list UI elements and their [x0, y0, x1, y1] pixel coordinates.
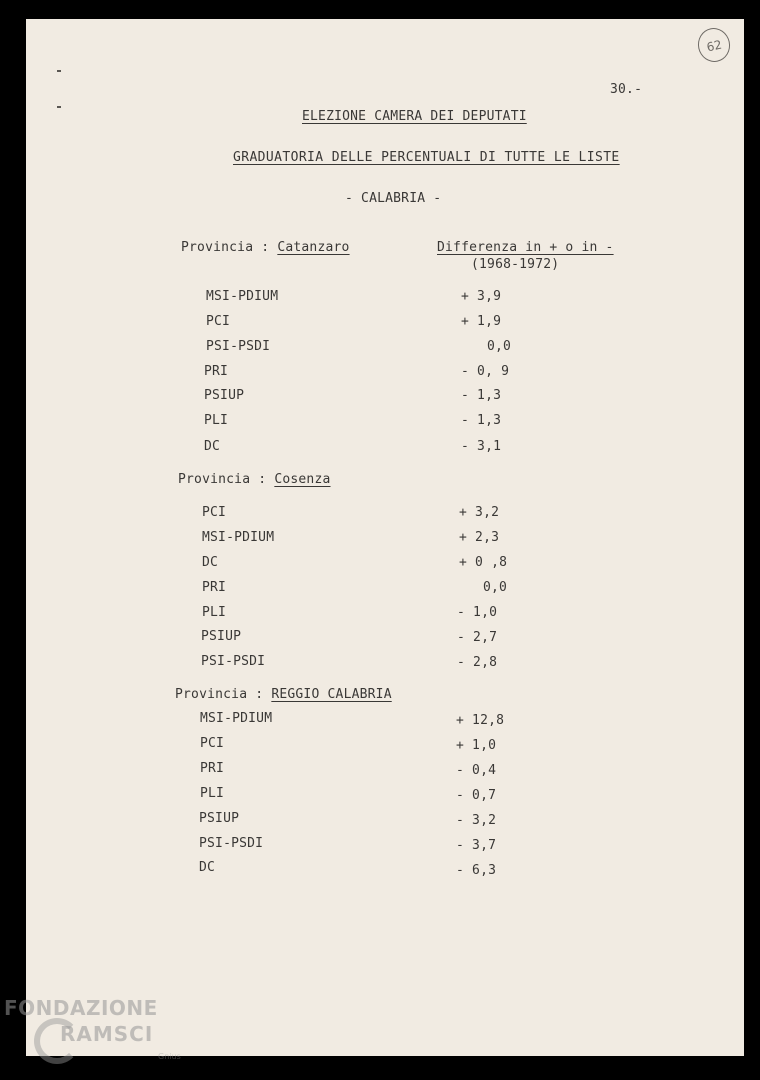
party-diff: - 6,3 — [456, 863, 497, 878]
party-diff: - 1,3 — [461, 413, 502, 428]
party-name: PSI-PSDI — [206, 339, 271, 354]
party-name: MSI-PDIUM — [200, 711, 273, 726]
province-heading — [178, 472, 331, 488]
party-diff: - 3,1 — [461, 439, 502, 454]
province-name: Catanzaro — [277, 240, 350, 255]
party-diff: - 3,7 — [456, 838, 497, 853]
party-name: PSIUP — [199, 811, 240, 826]
party-name: PLI — [202, 605, 227, 620]
party-diff: + 3,9 — [461, 289, 502, 304]
party-name: DC — [202, 555, 219, 570]
fondazione-gramsci-watermark — [4, 996, 194, 1076]
province-label: Provincia : — [175, 687, 264, 702]
party-diff: + 0 ,8 — [459, 555, 508, 570]
party-name: PRI — [204, 364, 229, 379]
party-diff: - 2,7 — [457, 630, 498, 645]
watermark-line2: RAMSCI — [60, 1022, 154, 1046]
province-label: Provincia : — [181, 240, 270, 255]
watermark-line1: FONDAZIONE — [4, 996, 158, 1020]
party-name: PLI — [204, 413, 229, 428]
party-diff: - 0,4 — [456, 763, 497, 778]
party-diff: - 1,3 — [461, 388, 502, 403]
party-name: PSI-PSDI — [199, 836, 264, 851]
party-diff: - 1,0 — [457, 605, 498, 620]
party-name: PCI — [200, 736, 225, 751]
document-subtitle — [233, 150, 620, 167]
party-name: PSIUP — [204, 388, 245, 403]
party-name: DC — [199, 860, 216, 875]
province-heading — [175, 687, 392, 703]
party-name: PSI-PSDI — [201, 654, 266, 669]
party-diff: + 2,3 — [459, 530, 500, 545]
party-diff: 0,0 — [483, 580, 508, 595]
party-name: PLI — [200, 786, 225, 801]
document-subtitle-text: GRADUATORIA DELLE PERCENTUALI DI TUTTE LE LISTE — [233, 150, 620, 165]
party-diff: 0,0 — [487, 339, 512, 354]
edge-mark — [57, 70, 61, 72]
party-diff: + 1,9 — [461, 314, 502, 329]
watermark-sub: Gnius — [158, 1052, 181, 1061]
column-header-line1: Differenza in + o in - — [437, 240, 614, 255]
party-name: PRI — [202, 580, 227, 595]
party-diff: - 0, 9 — [461, 364, 510, 379]
party-name: PCI — [202, 505, 227, 520]
party-diff: + 3,2 — [459, 505, 500, 520]
party-name: MSI-PDIUM — [202, 530, 275, 545]
page-number: 30.- — [610, 82, 643, 97]
party-diff: - 2,8 — [457, 655, 498, 670]
document-title: ELEZIONE CAMERA DEI DEPUTATI — [302, 109, 527, 124]
edge-mark — [57, 106, 61, 108]
province-label: Provincia : — [178, 472, 267, 487]
party-diff: - 3,2 — [456, 813, 497, 828]
party-diff: - 0,7 — [456, 788, 497, 803]
party-name: DC — [204, 439, 221, 454]
document-page — [26, 19, 744, 1056]
party-name: PSIUP — [201, 629, 242, 644]
party-diff: + 1,0 — [456, 738, 497, 753]
province-heading — [181, 240, 350, 256]
party-name: PCI — [206, 314, 231, 329]
archive-stamp: 62 — [695, 25, 733, 65]
province-name: Cosenza — [274, 472, 331, 487]
region-heading: - CALABRIA - — [345, 191, 442, 206]
column-header-line2: (1968-1972) — [471, 257, 560, 272]
party-name: PRI — [200, 761, 225, 776]
province-name: REGGIO CALABRIA — [271, 687, 392, 702]
party-name: MSI-PDIUM — [206, 289, 279, 304]
party-diff: + 12,8 — [456, 713, 505, 728]
